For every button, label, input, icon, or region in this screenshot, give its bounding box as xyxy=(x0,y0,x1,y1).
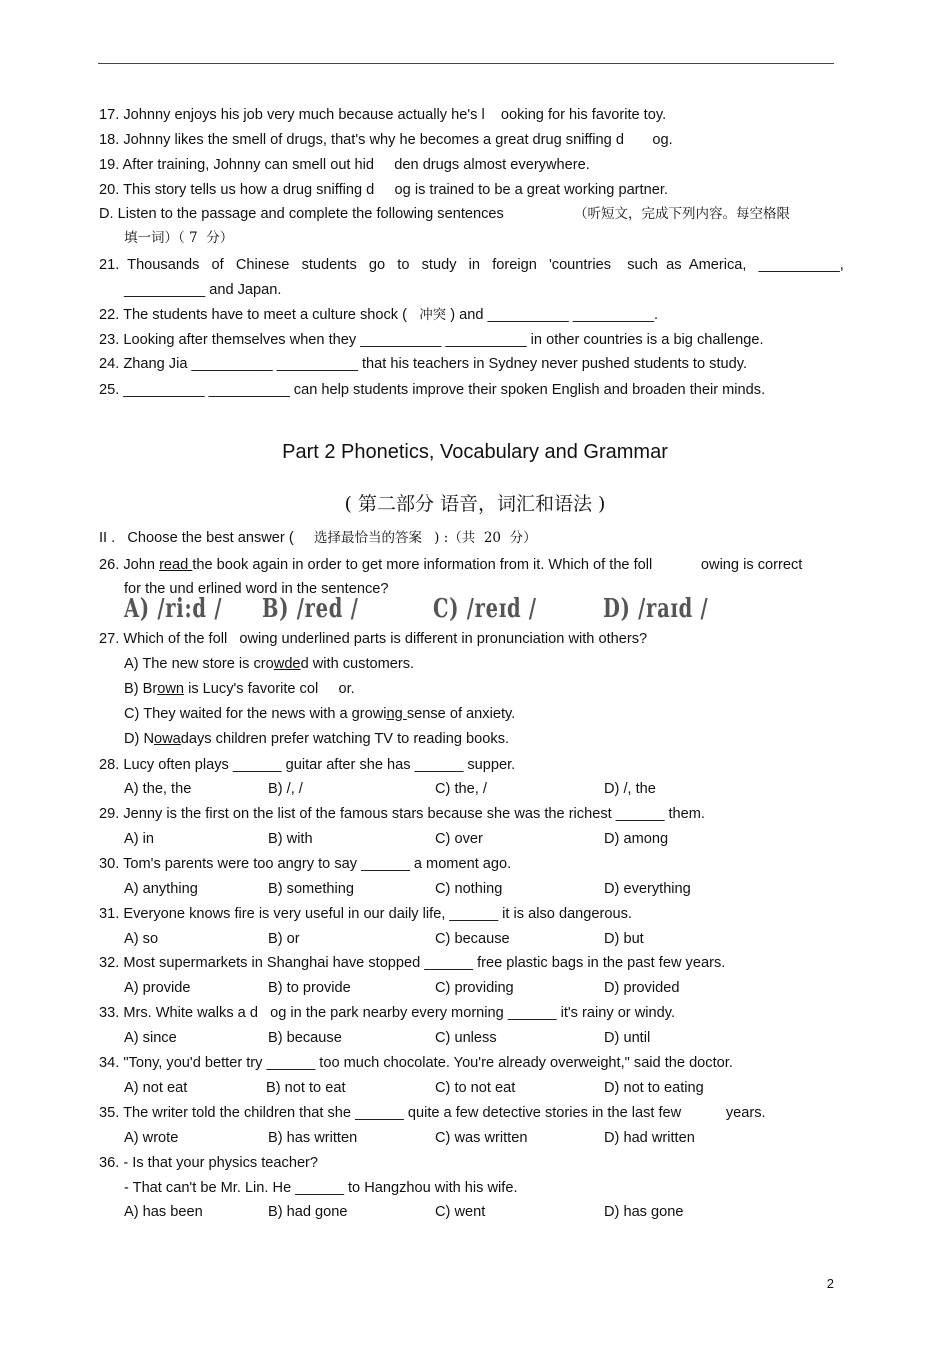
q26-option-b: B) /red / xyxy=(262,594,359,624)
question-17: 17. Johnny enjoys his job very much because actually he's l ooking for his favorite toy. xyxy=(99,107,667,123)
question-18: 18. Johnny likes the smell of drugs, that's why he becomes a great drug sniffing d og. xyxy=(99,132,673,148)
q27-option-b: B) Brown is Lucy's favorite col or. xyxy=(124,681,355,697)
q33-option-d: D) until xyxy=(604,1030,651,1046)
q28-option-d: D) /, the xyxy=(604,781,656,797)
q31-option-c: C) because xyxy=(435,931,510,947)
section-ii-label: II . Choose the best answer ( 选择最恰当的答案 ) :（共 20 分） xyxy=(99,530,537,546)
question-36: 36. - Is that your physics teacher? xyxy=(99,1155,319,1171)
q29-option-c: C) over xyxy=(435,831,483,847)
q33-option-c: C) unless xyxy=(435,1030,497,1046)
q29-option-d: D) among xyxy=(604,831,669,847)
section-d-cn: （听短文，完成下列内容。每空格限 xyxy=(574,206,790,222)
question-36-line2: - That can't be Mr. Lin. He ______ to Hangzhou with his wife. xyxy=(124,1180,518,1196)
q30-option-b: B) something xyxy=(268,881,354,897)
part2-title: Part 2 Phonetics, Vocabulary and Grammar xyxy=(282,441,668,463)
q30-option-d: D) everything xyxy=(604,881,691,897)
question-28: 28. Lucy often plays ______ guitar after she has ______ supper. xyxy=(99,757,516,773)
q32-option-c: C) providing xyxy=(435,980,514,996)
question-32: 32. Most supermarkets in Shanghai have stopped ______ free plastic bags in the past few years. xyxy=(99,955,726,971)
q29-option-a: A) in xyxy=(124,831,155,847)
q32-option-b: B) to provide xyxy=(268,980,351,996)
q35-option-d: D) had written xyxy=(604,1130,695,1146)
question-35: 35. The writer told the children that she ______ quite a few detective stories in the last few years. xyxy=(99,1105,766,1121)
q26-option-c: C) /reɪd / xyxy=(433,594,537,624)
question-20: 20. This story tells us how a drug sniffing d og is trained to be a great working partner. xyxy=(99,182,668,198)
q27-option-c: C) They waited for the news with a growing sense of anxiety. xyxy=(124,706,516,722)
question-21-cont: __________ and Japan. xyxy=(124,282,282,298)
question-27: 27. Which of the foll owing underlined parts is different in pronunciation with others? xyxy=(99,631,648,647)
question-22: 22. The students have to meet a culture shock ( 冲突 ) and __________ __________. xyxy=(99,307,659,323)
question-26: 26. John read the book again in order to get more information from it. Which of the foll owing is correct xyxy=(99,557,803,573)
question-34: 34. "Tony, you'd better try ______ too much chocolate. You're already overweight," said the doctor. xyxy=(99,1055,733,1071)
q28-option-c: C) the, / xyxy=(435,781,487,797)
q36-option-a: A) has been xyxy=(124,1204,203,1220)
question-24: 24. Zhang Jia __________ __________ that his teachers in Sydney never pushed students to study. xyxy=(99,356,748,372)
q29-option-b: B) with xyxy=(268,831,313,847)
question-33: 33. Mrs. White walks a d og in the park nearby every morning ______ it's rainy or windy. xyxy=(99,1005,676,1021)
q31-option-d: D) but xyxy=(604,931,644,947)
q34-option-d: D) not to eating xyxy=(604,1080,704,1096)
q33-option-a: A) since xyxy=(124,1030,177,1046)
q27-option-a: A) The new store is crowded with customers. xyxy=(124,656,415,672)
q26-option-d: D) /raɪd / xyxy=(603,594,709,624)
question-30: 30. Tom's parents were too angry to say ______ a moment ago. xyxy=(99,856,512,872)
question-23: 23. Looking after themselves when they __________ __________ in other countries is a big challenge. xyxy=(99,332,764,348)
q34-option-b: B) not to eat xyxy=(266,1080,346,1096)
q34-option-c: C) to not eat xyxy=(435,1080,516,1096)
q32-option-a: A) provide xyxy=(124,980,191,996)
q35-option-a: A) wrote xyxy=(124,1130,179,1146)
q35-option-c: C) was written xyxy=(435,1130,528,1146)
q32-option-d: D) provided xyxy=(604,980,680,996)
q36-option-d: D) has gone xyxy=(604,1204,684,1220)
header-rule xyxy=(98,63,834,64)
q27-option-d: D) Nowadays children prefer watching TV to reading books. xyxy=(124,731,510,747)
q35-option-b: B) has written xyxy=(268,1130,358,1146)
question-31: 31. Everyone knows fire is very useful in our daily life, ______ it is also dangerous. xyxy=(99,906,632,922)
section-d-label: D. Listen to the passage and complete the following sentences xyxy=(99,206,504,222)
question-26-cont: for the und erlined word in the sentence? xyxy=(124,581,389,597)
q33-option-b: B) because xyxy=(268,1030,342,1046)
q36-option-b: B) had gone xyxy=(268,1204,348,1220)
question-21: 21. Thousands of Chinese students go to study in foreign 'countries such as America, __________, xyxy=(99,257,844,273)
q31-option-b: B) or xyxy=(268,931,300,947)
q26-option-a: A) /ri:d / xyxy=(124,594,223,624)
q31-option-a: A) so xyxy=(124,931,159,947)
q30-option-a: A) anything xyxy=(124,881,198,897)
q36-option-c: C) went xyxy=(435,1204,486,1220)
q34-option-a: A) not eat xyxy=(124,1080,188,1096)
question-29: 29. Jenny is the first on the list of the famous stars because she was the richest ______ them. xyxy=(99,806,705,822)
question-19: 19. After training, Johnny can smell out hid den drugs almost everywhere. xyxy=(99,157,590,173)
q30-option-c: C) nothing xyxy=(435,881,503,897)
q28-option-a: A) the, the xyxy=(124,781,192,797)
q28-option-b: B) /, / xyxy=(268,781,303,797)
page-number: 2 xyxy=(826,1276,834,1291)
part2-subtitle: ( 第二部分 语音，词汇和语法 ) xyxy=(344,493,606,515)
section-d-cn-2: 填一词）（ 7 分） xyxy=(124,230,234,246)
question-25: 25. __________ __________ can help students improve their spoken English and broaden their minds. xyxy=(99,382,766,398)
